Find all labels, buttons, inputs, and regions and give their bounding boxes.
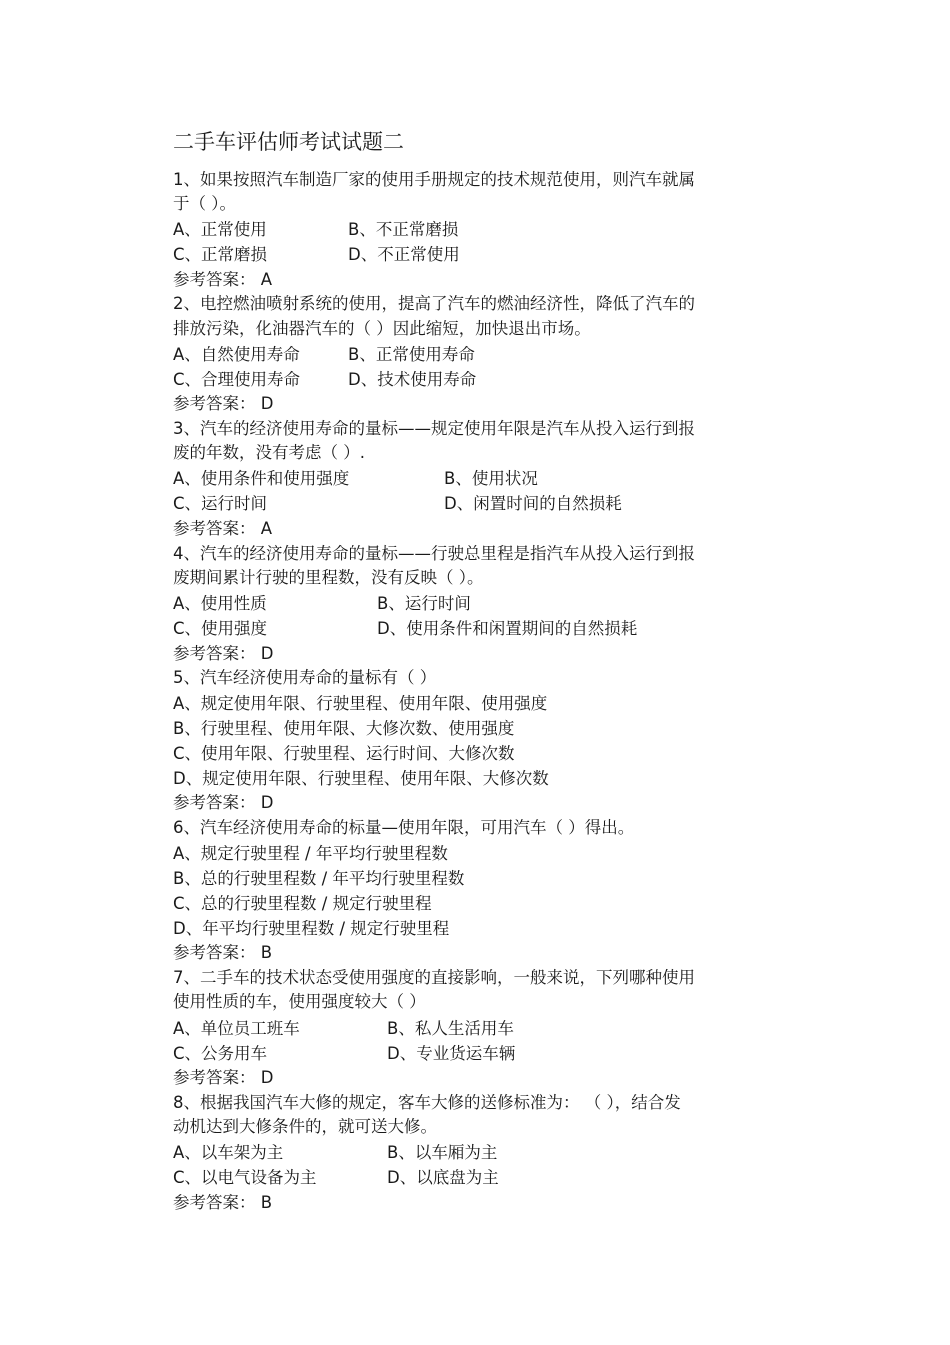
question-6-option-b: B、总的行驶里程数 / 年平均行驶里程数 xyxy=(173,869,465,888)
question-8-answer: 参考答案： B xyxy=(173,1193,273,1212)
question-8-option-c: C、以电气设备为主 xyxy=(173,1168,317,1187)
question-6-option-a: A、规定行驶里程 / 年平均行驶里程数 xyxy=(173,844,448,863)
question-4-stem-line-2: 废期间累计行驶的里程数，没有反映（ ）。 xyxy=(173,568,484,587)
question-1-option-d: D、不正常使用 xyxy=(348,245,460,264)
question-7-option-b: B、私人生活用车 xyxy=(387,1019,514,1038)
question-7-stem-line-1: 7、二手车的技术状态受使用强度的直接影响，一般来说，下列哪种使用 xyxy=(173,968,695,987)
question-3-option-a: A、使用条件和使用强度 xyxy=(173,469,350,488)
question-6-stem-line-1: 6、汽车经济使用寿命的标量—使用年限，可用汽车（ ）得出。 xyxy=(173,818,635,837)
question-1-option-c: C、正常磨损 xyxy=(173,245,268,264)
question-4-answer: 参考答案： D xyxy=(173,644,274,663)
question-3-stem-line-1: 3、汽车的经济使用寿命的量标——规定使用年限是汽车从投入运行到报 xyxy=(173,419,695,438)
question-2-stem-line-1: 2、电控燃油喷射系统的使用，提高了汽车的燃油经济性，降低了汽车的 xyxy=(173,294,695,313)
question-4-option-c: C、使用强度 xyxy=(173,619,268,638)
question-8-option-d: D、以底盘为主 xyxy=(387,1168,499,1187)
question-4-option-b: B、运行时间 xyxy=(377,594,471,613)
question-8-option-b: B、以车厢为主 xyxy=(387,1143,498,1162)
question-8-stem-line-2: 动机达到大修条件的，就可送大修。 xyxy=(173,1117,437,1136)
question-2-stem-line-2: 排放污染，化油器汽车的（ ）因此缩短，加快退出市场。 xyxy=(173,319,591,338)
question-2-option-d: D、技术使用寿命 xyxy=(348,370,477,389)
question-1-answer: 参考答案： A xyxy=(173,270,273,289)
question-5-option-c: C、使用年限、行驶里程、运行时间、大修次数 xyxy=(173,744,515,763)
question-1-stem-line-2: 于（ ）。 xyxy=(173,194,236,213)
question-7-answer: 参考答案： D xyxy=(173,1068,274,1087)
question-6-answer: 参考答案： B xyxy=(173,943,273,962)
question-6-option-d: D、年平均行驶里程数 / 规定行驶里程 xyxy=(173,919,450,938)
question-3-option-b: B、使用状况 xyxy=(444,469,538,488)
question-1-option-b: B、不正常磨损 xyxy=(348,220,459,239)
question-3-answer: 参考答案： A xyxy=(173,519,273,538)
question-1-stem-line-1: 1、如果按照汽车制造厂家的使用手册规定的技术规范使用，则汽车就属 xyxy=(173,170,695,189)
question-5-answer: 参考答案： D xyxy=(173,793,274,812)
question-2-option-b: B、正常使用寿命 xyxy=(348,345,475,364)
question-4-option-d: D、使用条件和闲置期间的自然损耗 xyxy=(377,619,638,638)
question-6-option-c: C、总的行驶里程数 / 规定行驶里程 xyxy=(173,894,432,913)
question-5-option-d: D、规定使用年限、行驶里程、使用年限、大修次数 xyxy=(173,769,549,788)
question-2-option-a: A、自然使用寿命 xyxy=(173,345,300,364)
question-1-option-a: A、正常使用 xyxy=(173,220,267,239)
question-2-option-c: C、合理使用寿命 xyxy=(173,370,301,389)
question-3-stem-line-2: 废的年数，没有考虑（ ）. xyxy=(173,443,365,462)
question-2-answer: 参考答案： D xyxy=(173,394,274,413)
question-7-option-d: D、专业货运车辆 xyxy=(387,1044,516,1063)
question-3-option-c: C、运行时间 xyxy=(173,494,268,513)
page-title: 二手车评估师考试试题二 xyxy=(173,130,404,154)
question-7-stem-line-2: 使用性质的车，使用强度较大（ ） xyxy=(173,992,426,1011)
question-7-option-a: A、单位员工班车 xyxy=(173,1019,300,1038)
question-8-stem-line-1: 8、根据我国汽车大修的规定，客车大修的送修标准为： （ ），结合发 xyxy=(173,1093,681,1112)
question-3-option-d: D、闲置时间的自然损耗 xyxy=(444,494,622,513)
question-4-stem-line-1: 4、汽车的经济使用寿命的量标——行驶总里程是指汽车从投入运行到报 xyxy=(173,544,695,563)
question-7-option-c: C、公务用车 xyxy=(173,1044,268,1063)
question-4-option-a: A、使用性质 xyxy=(173,594,267,613)
question-5-option-a: A、规定使用年限、行驶里程、使用年限、使用强度 xyxy=(173,694,548,713)
question-5-option-b: B、行驶里程、使用年限、大修次数、使用强度 xyxy=(173,719,515,738)
question-5-stem-line-1: 5、汽车经济使用寿命的量标有（ ） xyxy=(173,668,437,687)
question-8-option-a: A、以车架为主 xyxy=(173,1143,284,1162)
